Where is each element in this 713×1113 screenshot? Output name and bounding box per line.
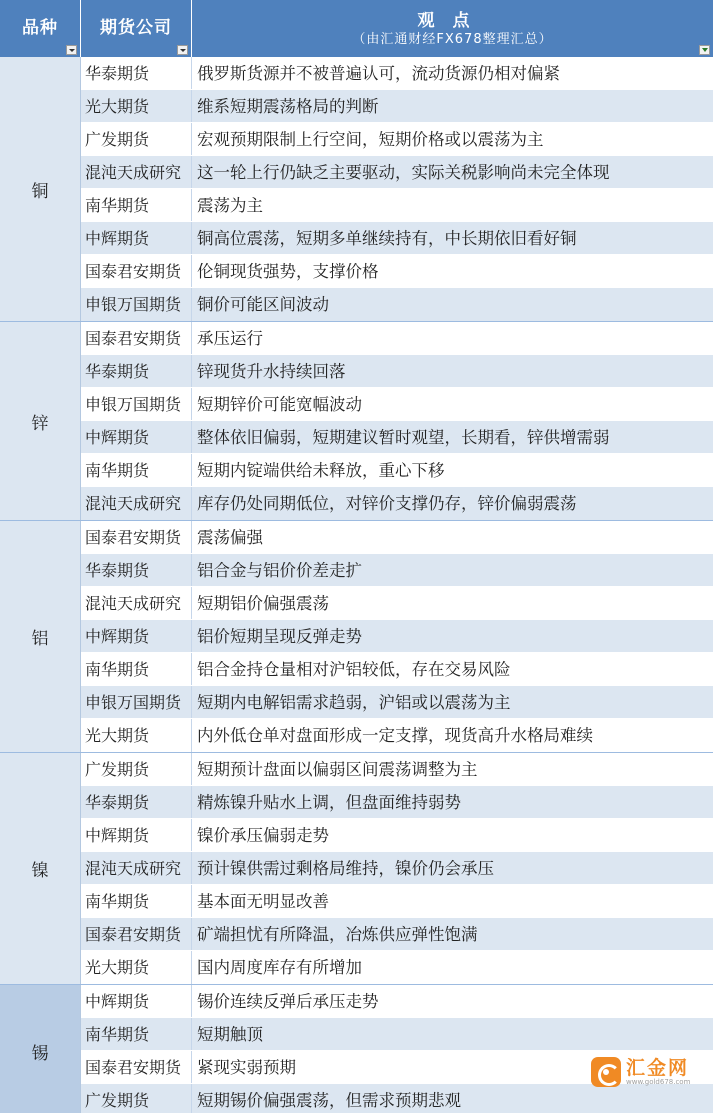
company-cell: 南华期货 [81, 1018, 192, 1050]
filter-active-icon[interactable] [699, 45, 710, 55]
view-cell: 锡价连续反弹后承压走势 [197, 992, 379, 1011]
table-row [81, 554, 713, 587]
view-cell: 紧现实弱预期 [197, 1058, 296, 1077]
header-variety-label: 品种 [22, 18, 58, 38]
company-cell: 混沌天成研究 [81, 156, 192, 188]
company-cell: 中辉期货 [81, 421, 192, 453]
variety-cell: 锌 [0, 322, 81, 520]
company-cell: 国泰君安期货 [81, 521, 192, 553]
view-cell: 矿端担忧有所降温，冶炼供应弹性饱满 [197, 925, 478, 944]
table-row [81, 454, 713, 487]
variety-cell: 铝 [0, 521, 81, 752]
company-cell: 申银万国期货 [81, 288, 192, 321]
view-cell: 俄罗斯货源并不被普遍认可，流动货源仍相对偏紧 [197, 64, 560, 83]
header-view-title: 观点 [417, 11, 488, 31]
view-cell: 维系短期震荡格局的判断 [197, 97, 379, 116]
table-row [81, 355, 713, 388]
table-row [81, 521, 713, 554]
company-cell: 光大期货 [81, 90, 192, 122]
view-cell: 铜价可能区间波动 [197, 295, 329, 314]
view-cell: 震荡偏强 [197, 528, 263, 547]
view-cell: 短期内电解铝需求趋弱，沪铝或以震荡为主 [197, 693, 511, 712]
table-row [81, 985, 713, 1018]
view-cell: 铝合金持仓量相对沪铝较低，存在交易风险 [197, 660, 511, 679]
table-row [81, 620, 713, 653]
header-cell-view [192, 0, 713, 57]
table-row [81, 123, 713, 156]
company-cell: 申银万国期货 [81, 686, 192, 718]
view-cell: 预计镍供需过剩格局维持，镍价仍会承压 [197, 859, 494, 878]
company-cell: 南华期货 [81, 885, 192, 917]
header-cell-variety [0, 0, 81, 57]
company-cell: 中辉期货 [81, 819, 192, 851]
view-cell: 库存仍处同期低位，对锌价支撑仍存，锌价偏弱震荡 [197, 494, 577, 513]
view-cell: 整体依旧偏弱，短期建议暂时观望，长期看，锌供增需弱 [197, 428, 610, 447]
company-cell: 申银万国期货 [81, 388, 192, 420]
company-cell: 广发期货 [81, 1084, 192, 1113]
view-cell: 伦铜现货强势，支撑价格 [197, 262, 379, 281]
view-cell: 短期触顶 [197, 1025, 263, 1044]
table-row [81, 1018, 713, 1051]
company-cell: 中辉期货 [81, 985, 192, 1017]
table-row [81, 255, 713, 288]
table-row [81, 786, 713, 819]
view-cell: 精炼镍升贴水上调，但盘面维持弱势 [197, 793, 461, 812]
view-cell: 基本面无明显改善 [197, 892, 329, 911]
company-cell: 国泰君安期货 [81, 322, 192, 354]
logo-url: www.gold678.com [626, 1077, 691, 1086]
company-cell: 南华期货 [81, 189, 192, 221]
view-cell: 宏观预期限制上行空间，短期价格或以震荡为主 [197, 130, 544, 149]
company-cell: 国泰君安期货 [81, 1051, 192, 1083]
company-cell: 南华期货 [81, 653, 192, 685]
view-cell: 国内周度库存有所增加 [197, 958, 362, 977]
header-company-label: 期货公司 [100, 18, 172, 38]
company-cell: 华泰期货 [81, 554, 192, 586]
table-row [81, 587, 713, 620]
table-row [81, 388, 713, 421]
table-row [81, 487, 713, 520]
table-row [81, 819, 713, 852]
table-row [81, 222, 713, 255]
company-cell: 广发期货 [81, 123, 192, 155]
company-cell: 南华期货 [81, 454, 192, 486]
table-row [81, 156, 713, 189]
table-row [81, 719, 713, 752]
table-row [81, 288, 713, 321]
company-cell: 光大期货 [81, 719, 192, 752]
view-cell: 铝合金与铝价价差走扩 [197, 561, 362, 580]
filter-dropdown-icon[interactable] [177, 45, 188, 55]
view-cell: 短期内锭端供给未释放，重心下移 [197, 461, 445, 480]
table-row [81, 57, 713, 90]
table-row [81, 189, 713, 222]
table-row [81, 686, 713, 719]
table-header [0, 0, 713, 57]
table-row [81, 885, 713, 918]
company-cell: 华泰期货 [81, 786, 192, 818]
company-cell: 华泰期货 [81, 355, 192, 387]
company-cell: 国泰君安期货 [81, 918, 192, 950]
view-cell: 短期铝价偏强震荡 [197, 594, 329, 613]
table-row [81, 753, 713, 786]
commodity-group [0, 985, 713, 1113]
watermark-logo [591, 1055, 699, 1089]
company-cell: 中辉期货 [81, 222, 192, 254]
view-cell: 镍价承压偏弱走势 [197, 826, 329, 845]
table-row [81, 852, 713, 885]
view-cell: 短期锌价可能宽幅波动 [197, 395, 362, 414]
variety-cell: 铜 [0, 57, 81, 321]
table-row [81, 421, 713, 454]
view-cell: 锌现货升水持续回落 [197, 362, 346, 381]
commodity-group [0, 322, 713, 521]
view-cell: 铝价短期呈现反弹走势 [197, 627, 362, 646]
view-cell: 短期预计盘面以偏弱区间震荡调整为主 [197, 760, 478, 779]
commodity-group [0, 753, 713, 985]
logo-mark-icon [591, 1057, 621, 1087]
view-cell: 承压运行 [197, 329, 263, 348]
table-row [81, 653, 713, 686]
table-row [81, 918, 713, 951]
table-row [81, 90, 713, 123]
view-cell: 内外低仓单对盘面形成一定支撑，现货高升水格局难续 [197, 726, 593, 745]
commodity-group [0, 521, 713, 753]
table-body [0, 57, 713, 1113]
commodity-group [0, 57, 713, 322]
view-cell: 铜高位震荡，短期多单继续持有，中长期依旧看好铜 [197, 229, 577, 248]
variety-cell: 镍 [0, 753, 81, 984]
view-cell: 震荡为主 [197, 196, 263, 215]
header-view-subtitle: （由汇通财经FX678整理汇总） [352, 32, 553, 47]
company-cell: 中辉期货 [81, 620, 192, 652]
company-cell: 混沌天成研究 [81, 587, 192, 619]
company-cell: 混沌天成研究 [81, 487, 192, 520]
view-cell: 短期锡价偏强震荡，但需求预期悲观 [197, 1091, 461, 1110]
view-cell: 这一轮上行仍缺乏主要驱动，实际关税影响尚未完全体现 [197, 163, 610, 182]
company-cell: 混沌天成研究 [81, 852, 192, 884]
header-cell-company [81, 0, 192, 57]
company-cell: 国泰君安期货 [81, 255, 192, 287]
company-cell: 华泰期货 [81, 57, 192, 89]
table-row [81, 322, 713, 355]
filter-dropdown-icon[interactable] [66, 45, 77, 55]
table-row [81, 951, 713, 984]
company-cell: 光大期货 [81, 951, 192, 984]
logo-name: 汇金网 [626, 1056, 690, 1079]
company-cell: 广发期货 [81, 753, 192, 785]
variety-cell: 锡 [0, 985, 81, 1113]
